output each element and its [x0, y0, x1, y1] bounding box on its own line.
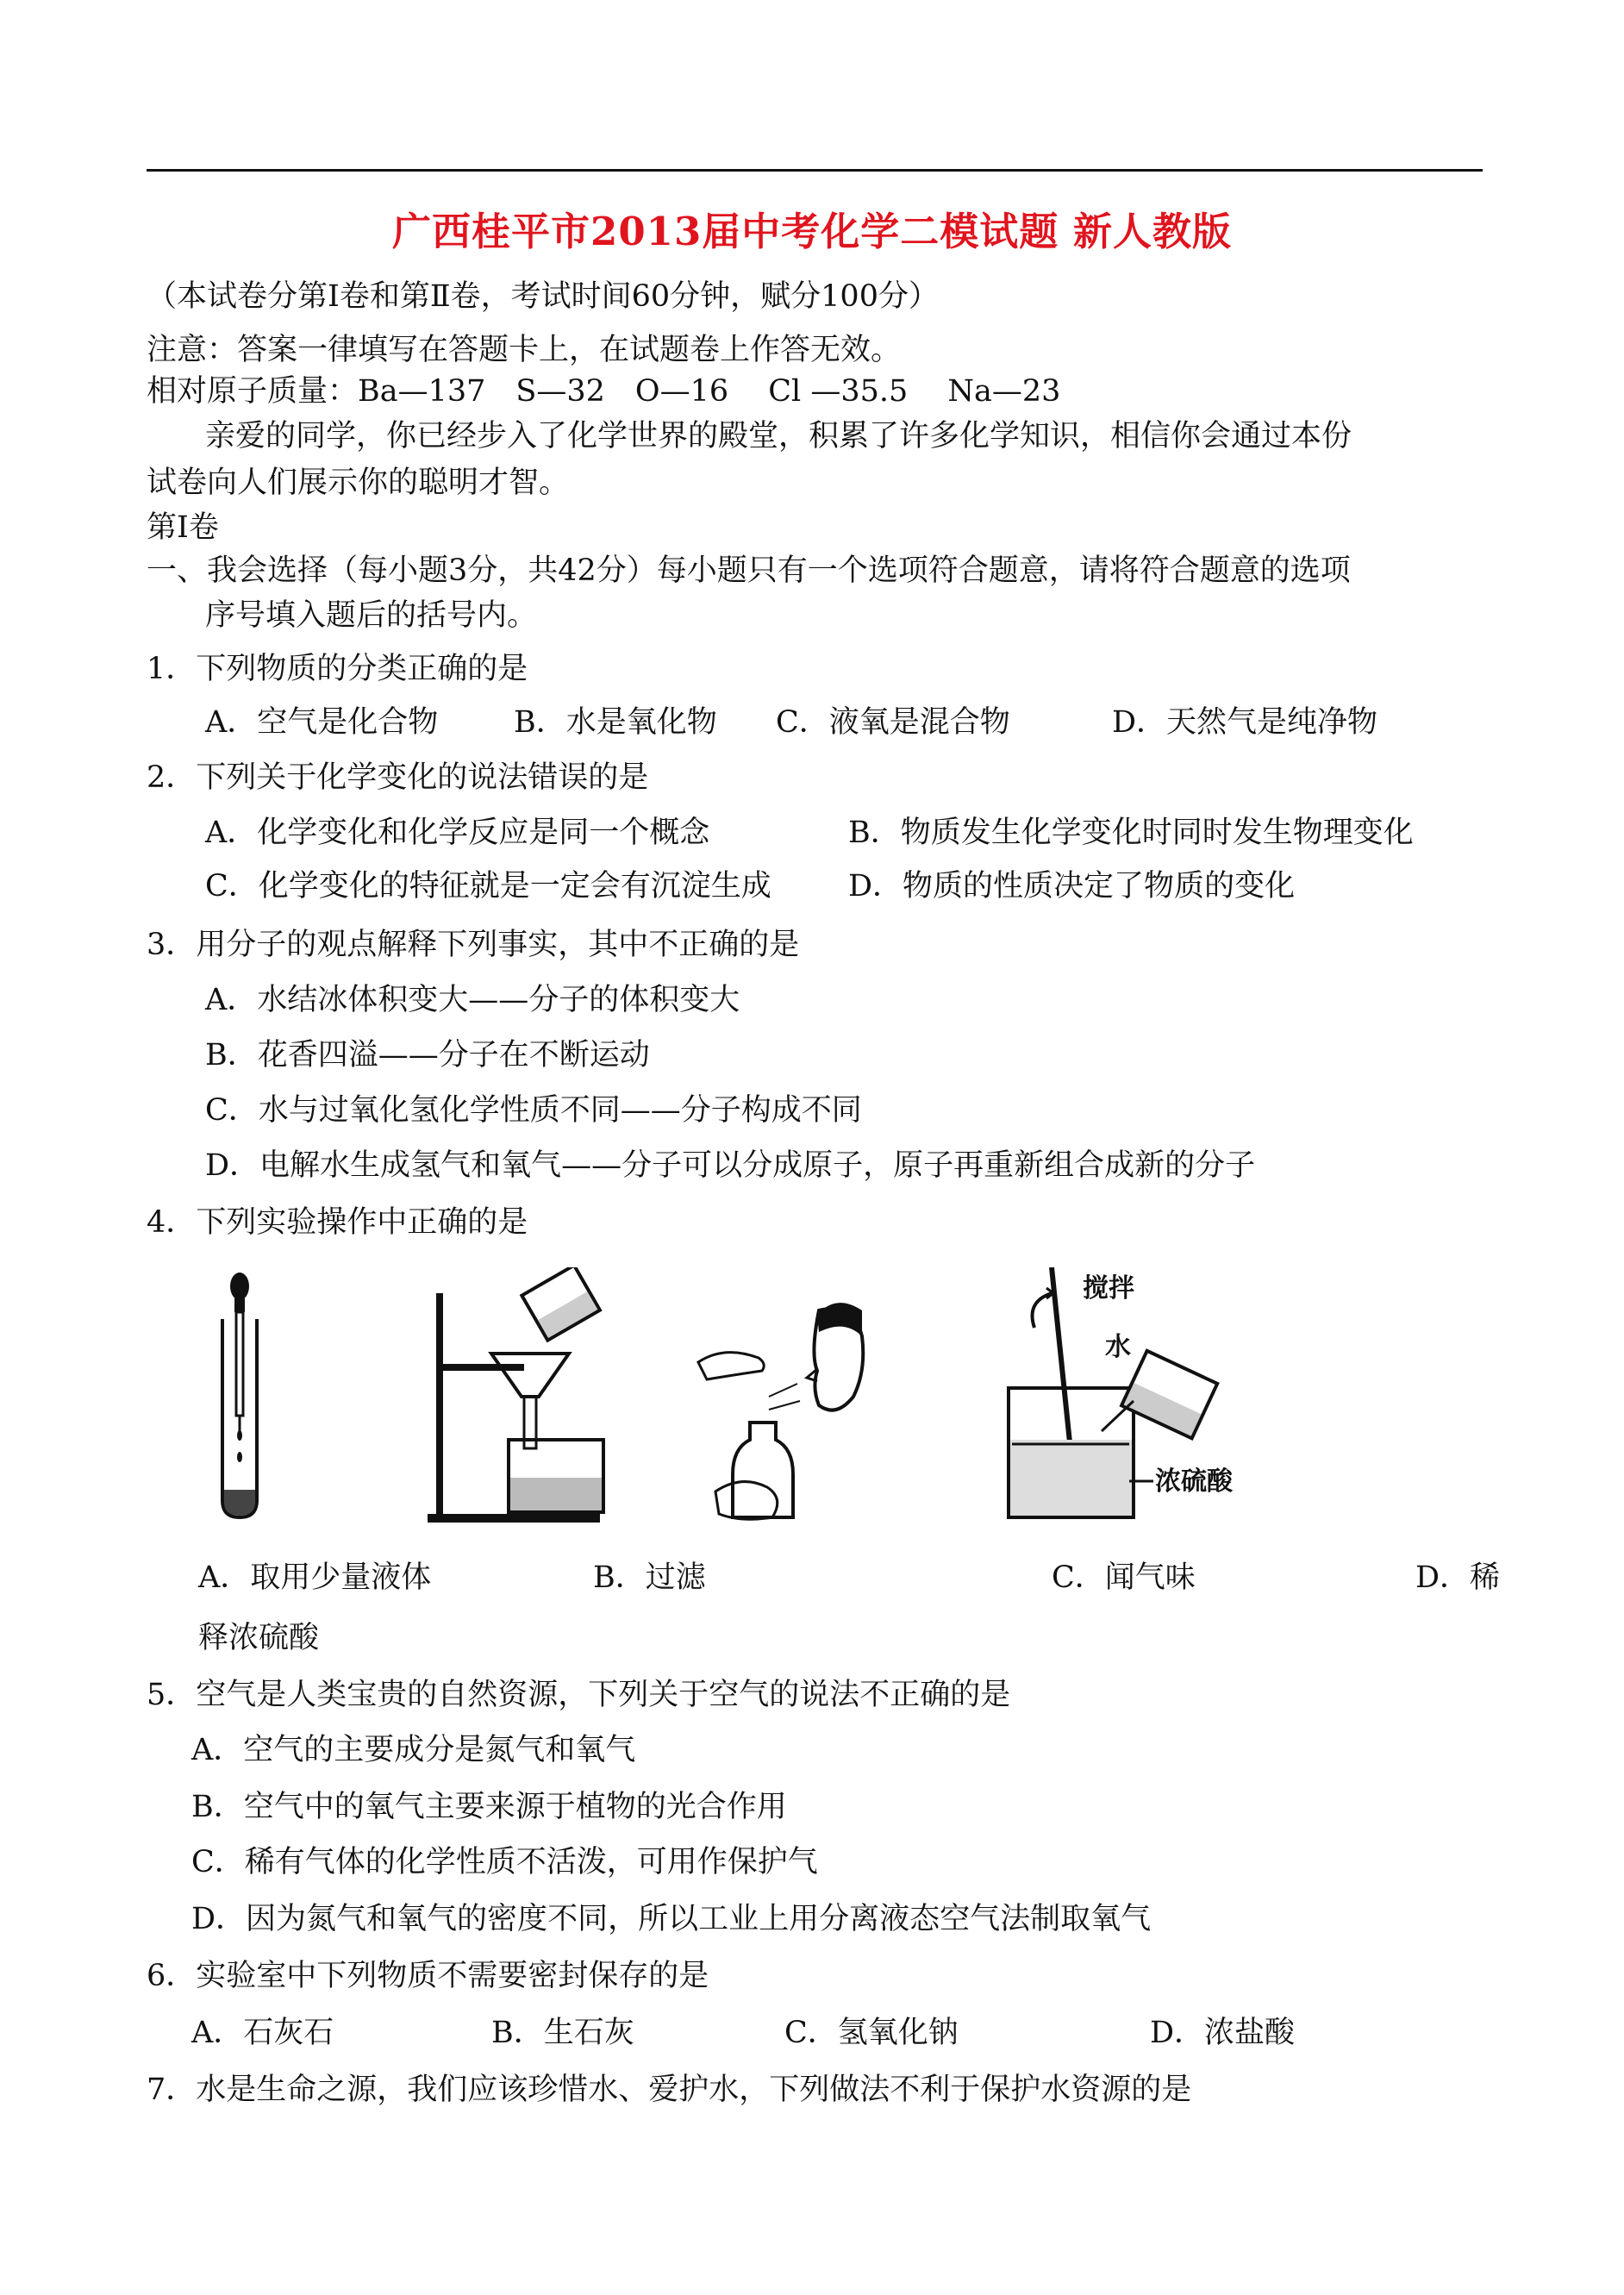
greeting-line-1: 亲爱的同学，你已经步入了化学世界的殿堂，积累了许多化学知识，相信你会通过本份	[205, 419, 1352, 453]
water-label: 水	[1105, 1332, 1131, 1362]
q4-option-d-cont: 释浓硫酸	[198, 1621, 320, 1655]
q2-option-b: B．物质发生化学变化时同时发生物理变化	[848, 816, 1414, 850]
q3-option-d: D．电解水生成氢气和氧气——分子可以分成原子，原子再重新组合成新的分子	[205, 1148, 1256, 1183]
greeting-line-2: 试卷向人们展示你的聪明才智。	[147, 466, 570, 500]
q4-option-b: B．过滤	[593, 1560, 706, 1595]
q6-option-c: C．氢氧化钠	[784, 2016, 959, 2050]
q4-figures	[198, 1267, 1284, 1526]
q7-stem: 7．水是生命之源，我们应该珍惜水、爱护水，下列做法不利于保护水资源的是	[147, 2073, 1192, 2107]
q3-option-c: C．水与过氧化氢化学性质不同——分子构成不同	[205, 1093, 862, 1128]
page-title: 广西桂平市2013届中考化学二模试题 新人教版	[392, 209, 1232, 254]
section-heading: 一、我会选择（每小题3分，共42分）每小题只有一个选项符合题意，请将符合题意的选项	[147, 553, 1351, 588]
q4-option-a: A．取用少量液体	[198, 1560, 432, 1595]
q2-stem: 2．下列关于化学变化的说法错误的是	[147, 760, 649, 795]
q1-stem: 1．下列物质的分类正确的是	[147, 652, 528, 686]
filtration-figure	[422, 1267, 621, 1526]
q2-option-c: C．化学变化的特征就是一定会有沉淀生成	[205, 869, 771, 904]
top-rule	[147, 169, 1483, 172]
dilution-figure	[1000, 1267, 1284, 1526]
acid-label: 浓硫酸	[1155, 1466, 1233, 1497]
dropper-figure	[198, 1267, 302, 1526]
q5-option-b: B．空气中的氧气主要来源于植物的光合作用	[191, 1790, 787, 1824]
q2-option-a: A．化学变化和化学反应是同一个概念	[205, 816, 710, 850]
q5-option-d: D．因为氮气和氧气的密度不同，所以工业上用分离液态空气法制取氧气	[191, 1902, 1152, 1936]
q1-option-a: A．空气是化合物	[205, 705, 439, 740]
atomic-mass: 相对原子质量：Ba—137 S—32 O—16 Cl —35.5 Na—23	[147, 374, 1061, 409]
q5-option-c: C．稀有气体的化学性质不活泼，可用作保护气	[191, 1845, 818, 1879]
section-heading-cont: 序号填入题后的括号内。	[205, 598, 538, 633]
volume-heading: 第Ⅰ卷	[147, 510, 219, 545]
q6-stem: 6．实验室中下列物质不需要密封保存的是	[147, 1959, 709, 1993]
q6-option-a: A．石灰石	[191, 2016, 334, 2050]
q3-option-a: A．水结冰体积变大——分子的体积变大	[205, 983, 740, 1017]
q5-option-a: A．空气的主要成分是氮气和氧气	[191, 1733, 636, 1767]
q5-stem: 5．空气是人类宝贵的自然资源，下列关于空气的说法不正确的是	[147, 1678, 1011, 1712]
q3-stem: 3．用分子的观点解释下列事实，其中不正确的是	[147, 928, 800, 962]
q1-option-b: B．水是氧化物	[514, 705, 717, 740]
q6-option-d: D．浓盐酸	[1150, 2016, 1296, 2050]
stir-label: 搅拌	[1083, 1273, 1134, 1304]
q4-stem: 4．下列实验操作中正确的是	[147, 1205, 528, 1240]
exam-notice: 注意：答案一律填写在答题卡上，在试题卷上作答无效。	[147, 333, 902, 367]
q2-option-d: D．物质的性质决定了物质的变化	[848, 869, 1296, 904]
q3-option-b: B．花香四溢——分子在不断运动	[205, 1038, 650, 1072]
smelling-figure	[690, 1267, 879, 1526]
q4-option-c: C．闻气味	[1052, 1560, 1196, 1595]
q6-option-b: B．生石灰	[491, 2016, 634, 2050]
q1-option-d: D．天然气是纯净物	[1112, 705, 1378, 740]
q1-option-c: C．液氧是混合物	[776, 705, 1010, 740]
exam-intro: （本试卷分第Ⅰ卷和第Ⅱ卷，考试时间60分钟，赋分100分）	[147, 279, 939, 314]
q4-option-d: D．稀	[1415, 1560, 1501, 1595]
